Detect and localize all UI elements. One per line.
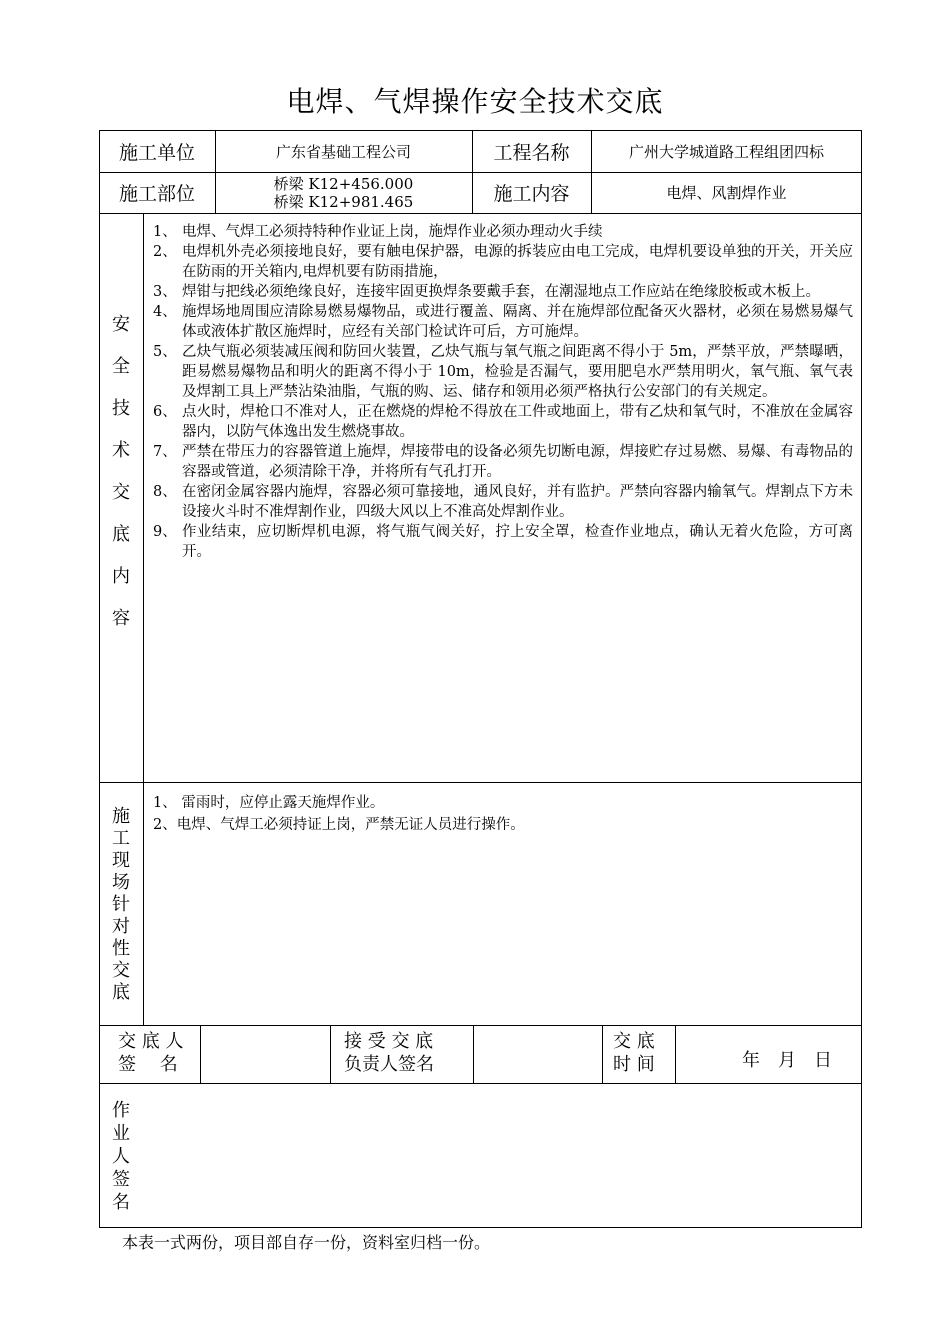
site-label-char: 场 <box>112 872 130 893</box>
site-label-char: 性 <box>112 938 130 959</box>
worker-label-char: 名 <box>112 1192 130 1213</box>
site-section-label <box>99 808 143 1002</box>
worker-signature-area[interactable] <box>144 1084 861 1227</box>
project-value: 广州大学城道路工程组团四标 <box>628 142 824 161</box>
site-label-char: 底 <box>112 982 130 1003</box>
unit-value: 广东省基础工程公司 <box>275 142 411 161</box>
site-label-char: 交 <box>112 960 130 981</box>
worker-label-char: 签 <box>112 1169 130 1190</box>
site-label-char: 针 <box>112 894 130 915</box>
discloser-signature[interactable] <box>201 1026 329 1082</box>
part-label: 施工部位 <box>118 183 195 205</box>
safety-item-list <box>153 222 853 562</box>
content-value: 电焊、风割焊作业 <box>666 184 787 202</box>
worker-section-label <box>99 1102 143 1212</box>
worker-label-char: 人 <box>112 1146 130 1167</box>
safety-label-char: 安 <box>112 314 130 335</box>
safety-label-char: 内 <box>112 566 130 587</box>
safety-label-char: 全 <box>112 356 130 377</box>
list-item: 4、 施焊场地周围应清除易燃易爆物品，或进行覆盖、隔离、并在施焊部位配备灭火器材，必须在易燃易爆气体或液体扩散区施焊时，应经有关部门检试许可后，方可施焊。 <box>153 304 853 340</box>
list-item: 1、 电焊、气焊工必须持特种作业证上岗，施焊作业必须办理动火手续 <box>153 224 603 240</box>
site-label-char: 对 <box>112 916 130 937</box>
site-label-char: 现 <box>112 850 130 871</box>
list-item: 8、 在密闭金属容器内施焊，容器必须可靠接地，通风良好，并有监护。严禁向容器内输氧气。焊割点下方未设接火斗时不准焊割作业，四级大风以上不准高处焊割作业。 <box>153 484 853 520</box>
safety-label-char: 术 <box>112 440 130 461</box>
part-value-line-1: 桥梁 K12+456.000 <box>273 174 414 193</box>
content-label: 施工内容 <box>493 183 570 205</box>
safety-section-label <box>99 316 143 628</box>
list-item: 6、 点火时，焊枪口不准对人，正在燃烧的焊枪不得放在工件或地面上，带有乙炔和氧气时，不准放在金属容器内，以防气体逸出发生燃烧事故。 <box>153 404 853 440</box>
list-item: 9、 作业结束，应切断焊机电源，将气瓶气阀关好，拧上安全罩，检查作业地点，确认无着火危险，方可离开。 <box>153 524 853 560</box>
discloser-label: 交 底 人 签 名 <box>118 1031 184 1075</box>
part-value <box>215 172 472 213</box>
time-label: 交 底 时 间 <box>613 1031 655 1075</box>
receiver-label: 接 受 交 底 负责人签名 <box>344 1031 434 1075</box>
disclosure-date[interactable]: 年 月 日 <box>742 1050 832 1071</box>
safety-label-char: 底 <box>112 524 130 545</box>
project-label: 工程名称 <box>493 141 570 164</box>
safety-label-char: 交 <box>112 482 130 503</box>
worker-label-char: 业 <box>112 1123 130 1144</box>
list-item: 1、 雷雨时，应停止露天施焊作业。 <box>153 795 385 811</box>
site-label-char: 施 <box>112 806 130 827</box>
site-item-list <box>153 792 853 836</box>
list-item: 7、 严禁在带压力的容器管道上施焊，焊接带电的设备必须先切断电源，焊接贮存过易燃、易爆、有毒物品的容器或管道，必须清除干净，并将所有气孔打开。 <box>153 444 853 480</box>
receiver-signature[interactable] <box>474 1026 601 1082</box>
list-item: 5、 乙炔气瓶必须装减压阀和防回火装置，乙炔气瓶与氧气瓶之间距离不得小于 5m，严禁平放，严禁曝晒，距易燃易爆物品和明火的距离不得小于 10m，检验是否漏气，要用肥皂水严禁用明火，氧气瓶、氧气表及焊割工具上严禁沾染油脂，气瓶的购、运、储存和领用必须严格执行公安部门的有关规定。 <box>153 344 853 400</box>
worker-label-char: 作 <box>112 1100 130 1121</box>
list-item: 2、 电焊机外壳必须接地良好，要有触电保护器，电源的拆装应由电工完成，电焊机要设单独的开关，开关应在防雨的开关箱内,电焊机要有防雨措施， <box>153 244 853 280</box>
footer-note: 本表一式两份，项目部自存一份，资料室归档一份。 <box>122 1233 491 1252</box>
unit-label: 施工单位 <box>118 141 195 164</box>
safety-label-char: 容 <box>112 608 130 629</box>
list-item: 2、电焊、气焊工必须持证上岗，严禁无证人员进行操作。 <box>153 817 525 833</box>
part-value-line-2: 桥梁 K12+981.465 <box>273 192 414 211</box>
page-title: 电焊、气焊操作安全技术交底 <box>286 85 664 118</box>
safety-label-char: 技 <box>112 398 130 419</box>
list-item: 3、 焊钳与把线必须绝缘良好，连接牢固更换焊条要戴手套，在潮湿地点工作应站在绝缘胶板或木板上。 <box>153 284 820 300</box>
site-label-char: 工 <box>112 828 130 849</box>
